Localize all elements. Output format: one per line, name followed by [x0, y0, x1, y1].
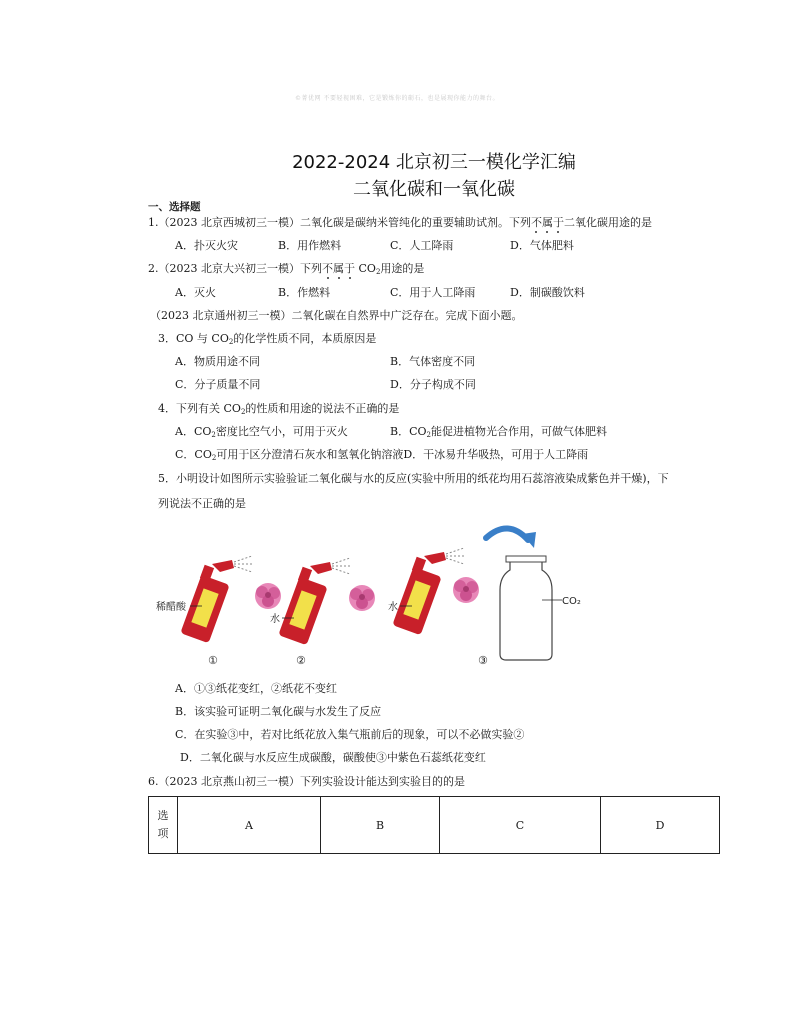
- q4-option-b[interactable]: B．$CO_2$能促进植物光合作用，可做气体肥料: [390, 425, 607, 439]
- gas-jar: [500, 556, 552, 660]
- q2-option-b[interactable]: B．作燃料: [278, 286, 331, 299]
- question-5-stem-line2: 列说法不正确的是: [158, 497, 246, 510]
- q2-option-c[interactable]: C．用于人工降雨: [390, 286, 476, 299]
- q3-option-b[interactable]: B．气体密度不同: [390, 355, 476, 368]
- q5-option-d[interactable]: D．二氧化碳与水反应生成碳酸，碳酸使③中紫色石蕊纸花变红: [180, 751, 486, 764]
- question-5-stem-line1: 5．小明设计如图所示实验验证二氧化碳与水的反应(实验中所用的纸花均用石蕊溶液染成紫色并干燥)，下: [158, 472, 669, 485]
- table-col-a: A: [178, 797, 321, 854]
- experiment-figure: [150, 518, 590, 670]
- q3-option-a[interactable]: A．物质用途不同: [175, 355, 260, 368]
- table-col-b: B: [321, 797, 440, 854]
- q1-option-a[interactable]: A．扑灭火灾: [175, 239, 238, 252]
- q5-option-a[interactable]: A．①③纸花变红，②纸花不变红: [175, 682, 337, 695]
- q2-option-d[interactable]: D．制碳酸饮料: [510, 286, 585, 299]
- flower-3: [453, 577, 479, 603]
- q3-option-c[interactable]: C．分子质量不同: [175, 378, 261, 391]
- q4-option-c[interactable]: C．$CO_2$可用于区分澄清石灰水和氢氧化钠溶液D．干冰易升华吸热，可用于人工降雨: [175, 448, 589, 462]
- table-col-c: C: [440, 797, 601, 854]
- q3-option-d[interactable]: D．分子构成不同: [390, 378, 476, 391]
- question-2-stem: 2.（2023 北京大兴初三一模）下列不属于 $CO_2$用途的是: [148, 262, 425, 276]
- page-title: 2022-2024 北京初三一模化学汇编: [292, 152, 576, 173]
- label-acid: 稀醋酸: [156, 602, 186, 613]
- spray-bottle-1: [180, 556, 252, 643]
- flower-2: [349, 585, 375, 611]
- question-3-stem: 3．CO 与 $CO_2$的化学性质不同，本质原因是: [158, 332, 377, 346]
- q1-option-c[interactable]: C．人工降雨: [390, 239, 454, 252]
- section-heading: 一、选择题: [148, 201, 201, 213]
- figure-num-1: ①: [208, 654, 218, 667]
- label-water-2: 水: [270, 614, 280, 625]
- q2-option-a[interactable]: A．灭火: [175, 286, 216, 299]
- label-co2: CO₂: [562, 596, 581, 607]
- table-col-d: D: [601, 797, 720, 854]
- question-1-stem: 1.（2023 北京西城初三一模）二氧化碳是碳纳米管纯化的重要辅助试剂。下列不属于二氧化碳用途的是: [148, 216, 652, 229]
- question-6-stem: 6.（2023 北京燕山初三一模）下列实验设计能达到实验目的的是: [148, 775, 465, 788]
- table-header-label: 选 项: [149, 797, 178, 854]
- q1-option-b[interactable]: B．用作燃料: [278, 239, 342, 252]
- page-subtitle: 二氧化碳和一氧化碳: [353, 179, 515, 200]
- label-water-3: 水: [388, 602, 398, 613]
- q5-option-b[interactable]: B．该实验可证明二氧化碳与水发生了反应: [175, 705, 382, 718]
- q5-option-c[interactable]: C．在实验③中，若对比纸花放入集气瓶前后的现象，可以不必做实验②: [175, 728, 525, 741]
- q4-option-a[interactable]: A．$CO_2$密度比空气小，可用于灭火: [175, 425, 348, 439]
- figure-num-3: ③: [478, 654, 488, 667]
- watermark: ©菁优网 不要轻视困难，它是锻炼你的砺石，也是展现你能力的舞台。: [295, 95, 499, 102]
- transfer-arrow-icon: [486, 528, 528, 540]
- q6-table: [148, 796, 720, 854]
- spray-bottle-2: [278, 558, 350, 645]
- q1-option-d[interactable]: D．气体肥料: [510, 239, 574, 252]
- question-4-stem: 4．下列有关 $CO_2$的性质和用途的说法不正确的是: [158, 402, 400, 416]
- flower-1: [255, 583, 281, 609]
- figure-num-2: ②: [296, 654, 306, 667]
- group-intro: （2023 北京通州初三一模）二氧化碳在自然界中广泛存在。完成下面小题。: [150, 309, 523, 322]
